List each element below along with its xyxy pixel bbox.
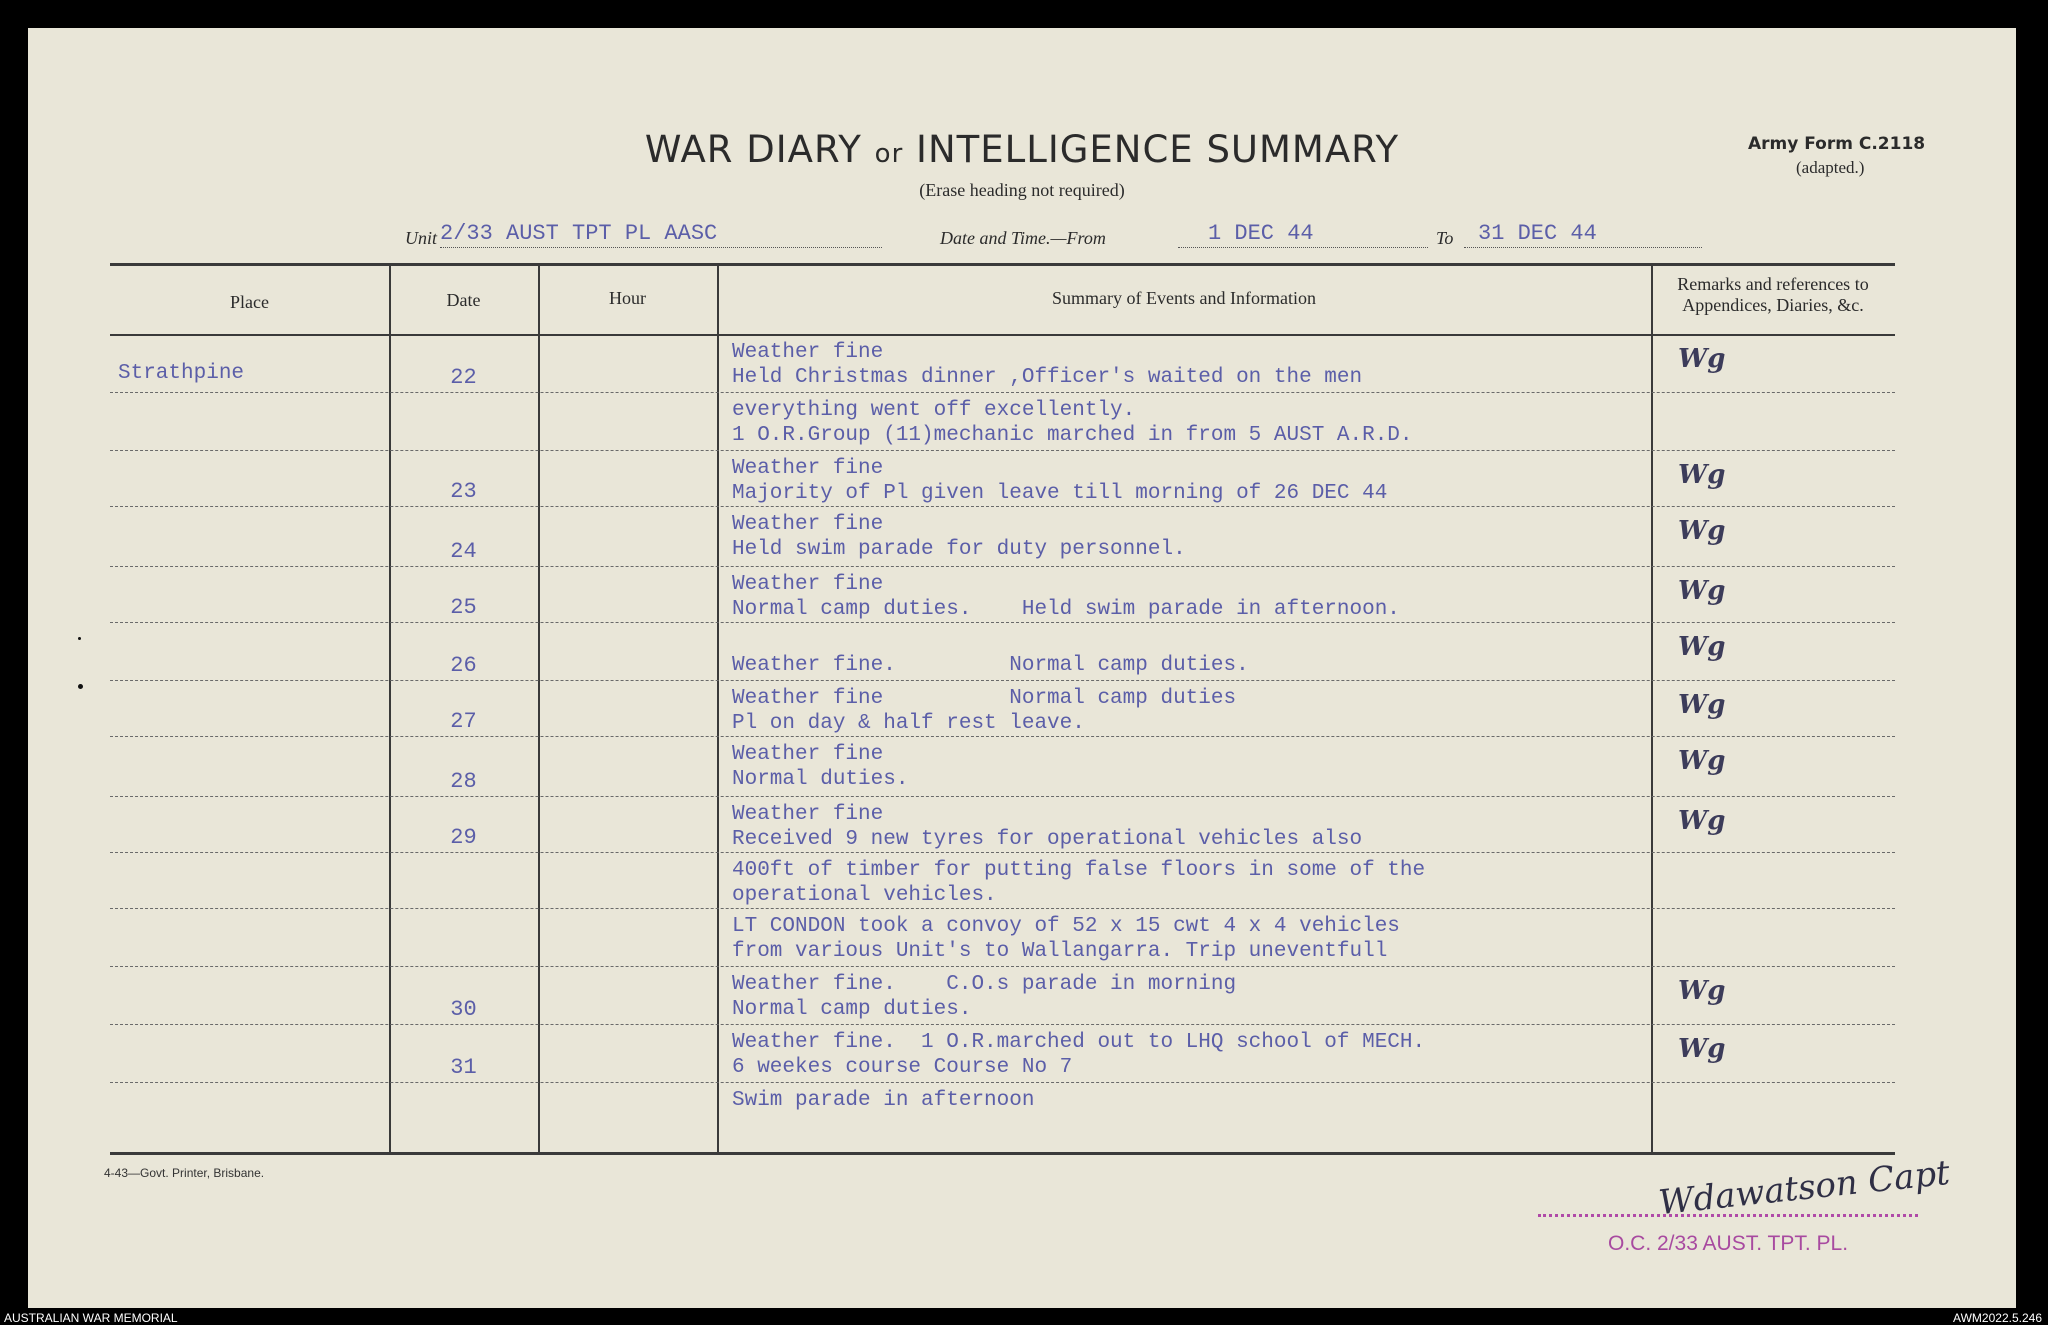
col-header-hour: Hour	[609, 288, 646, 308]
row-initials: Wg	[1678, 344, 1726, 374]
unit-value: 2/33 AUST TPT PL AASC	[440, 221, 718, 246]
form-title	[28, 128, 2016, 171]
row-summary-line1: Weather fine	[732, 513, 884, 536]
col-header-place: Place	[230, 292, 269, 312]
table-row	[110, 392, 1895, 450]
row-summary-line1: Weather fine. C.O.s parade in morning	[732, 973, 1237, 996]
title-intelligence-summary: INTELLIGENCE SUMMARY	[916, 128, 1400, 171]
row-date: 22	[450, 365, 477, 390]
table-row	[110, 334, 1895, 392]
row-summary-line1: LT CONDON took a convoy of 52 x 15 cwt 4 x 4 vehicles	[732, 915, 1400, 938]
col-header-summary: Summary of Events and Information	[1052, 288, 1316, 308]
unit-label: Unit	[405, 228, 438, 248]
row-summary-line1: Weather fine	[732, 457, 884, 480]
archive-reference: AWM2022.5.246	[1953, 1311, 2042, 1325]
row-summary-line1: Weather fine	[732, 803, 884, 826]
col-header-date: Date	[446, 290, 481, 310]
row-summary-line1: Weather fine. 1 O.R.marched out to LHQ school of MECH.	[732, 1031, 1426, 1054]
table-row	[110, 908, 1895, 966]
row-initials: Wg	[1678, 690, 1726, 720]
date-to-field	[1464, 221, 1702, 248]
row-date: 30	[450, 997, 477, 1022]
row-summary-line2: from various Unit's to Wallangarra. Trip uneventfull	[732, 940, 1388, 963]
row-initials: Wg	[1678, 516, 1726, 546]
table-row	[110, 736, 1895, 796]
row-initials: Wg	[1678, 976, 1726, 1006]
date-from-label: Date and Time.—From	[940, 228, 1106, 248]
row-summary-line1: Weather fine Normal camp duties	[732, 687, 1237, 710]
date-from-field	[1178, 221, 1428, 248]
row-summary-line2: operational vehicles.	[732, 884, 997, 907]
row-summary-line2: Held swim parade for duty personnel.	[732, 538, 1186, 561]
signature-dotted-line	[1538, 1214, 1918, 1217]
row-date: 26	[450, 653, 477, 678]
unit-field	[440, 221, 882, 248]
row-date: 24	[450, 539, 477, 564]
row-initials: Wg	[1678, 632, 1726, 662]
row-summary-line2: Pl on day & half rest leave.	[732, 712, 1085, 735]
row-date: 27	[450, 709, 477, 734]
title-war-diary: WAR DIARY	[644, 128, 862, 171]
table-row	[110, 506, 1895, 566]
col-header-remarks-line2: Appendices, Diaries, &c.	[1682, 295, 1864, 315]
row-summary-line1: 400ft of timber for putting false floors in some of the	[732, 859, 1426, 882]
table-row	[110, 1082, 1895, 1152]
row-summary-line2: Weather fine. Normal camp duties.	[732, 654, 1249, 677]
row-date: 29	[450, 825, 477, 850]
punch-hole	[78, 684, 83, 689]
row-summary-line1: everything went off excellently.	[732, 399, 1136, 422]
archive-credit: AUSTRALIAN WAR MEMORIAL	[4, 1311, 178, 1325]
diary-table	[110, 263, 1895, 1155]
table-row	[110, 1024, 1895, 1082]
table-row	[110, 796, 1895, 852]
row-summary-line1: Weather fine	[732, 341, 884, 364]
form-subtitle: (Erase heading not required)	[919, 180, 1125, 200]
row-summary-line1: Weather fine	[732, 573, 884, 596]
unit-stamp: O.C. 2/33 AUST. TPT. PL.	[1608, 1232, 1849, 1255]
row-date: 23	[450, 479, 477, 504]
row-summary-line2: 6 weekes course Course No 7	[732, 1056, 1073, 1079]
date-from-value: 1 DEC 44	[1208, 221, 1314, 246]
table-row	[110, 966, 1895, 1024]
row-summary-line1: Weather fine	[732, 743, 884, 766]
row-summary-line2: Received 9 new tyres for operational vehicles also	[732, 828, 1363, 851]
row-date: 25	[450, 595, 477, 620]
signature: Wdawatson Capt	[1656, 1152, 1952, 1224]
row-summary-line1: Swim parade in afternoon	[732, 1089, 1035, 1112]
row-place: Strathpine	[118, 362, 245, 385]
row-summary-line2: Normal duties.	[732, 768, 909, 791]
row-initials: Wg	[1678, 460, 1726, 490]
row-initials: Wg	[1678, 746, 1726, 776]
diary-sheet	[28, 28, 2016, 1308]
army-form-note: (adapted.)	[1796, 158, 1865, 177]
col-header-remarks-line1: Remarks and references to	[1677, 274, 1869, 294]
table-row	[110, 450, 1895, 506]
row-summary-line2: 1 O.R.Group (11)mechanic marched in from 5 AUST A.R.D.	[732, 424, 1413, 447]
row-summary-line2: Majority of Pl given leave till morning of 26 DEC 44	[732, 482, 1388, 505]
row-summary-line2: Normal camp duties.	[732, 998, 972, 1021]
row-initials: Wg	[1678, 1034, 1726, 1064]
date-to-label: To	[1436, 228, 1454, 248]
row-initials: Wg	[1678, 806, 1726, 836]
army-form-number: Army Form C.2118	[1748, 134, 1926, 154]
table-row	[110, 680, 1895, 736]
col-header-remarks	[1651, 274, 1895, 316]
row-summary-line2: Normal camp duties. Held swim parade in afternoon.	[732, 598, 1400, 621]
table-row	[110, 852, 1895, 908]
date-to-value: 31 DEC 44	[1478, 221, 1597, 246]
punch-hole	[78, 637, 81, 640]
row-summary-line2: Held Christmas dinner ,Officer's waited on the men	[732, 366, 1363, 389]
row-date: 31	[450, 1055, 477, 1080]
printer-imprint: 4-43—Govt. Printer, Brisbane.	[104, 1166, 265, 1180]
title-or: or	[874, 139, 904, 169]
table-row	[110, 622, 1895, 680]
row-initials: Wg	[1678, 576, 1726, 606]
row-date: 28	[450, 769, 477, 794]
table-row	[110, 566, 1895, 622]
